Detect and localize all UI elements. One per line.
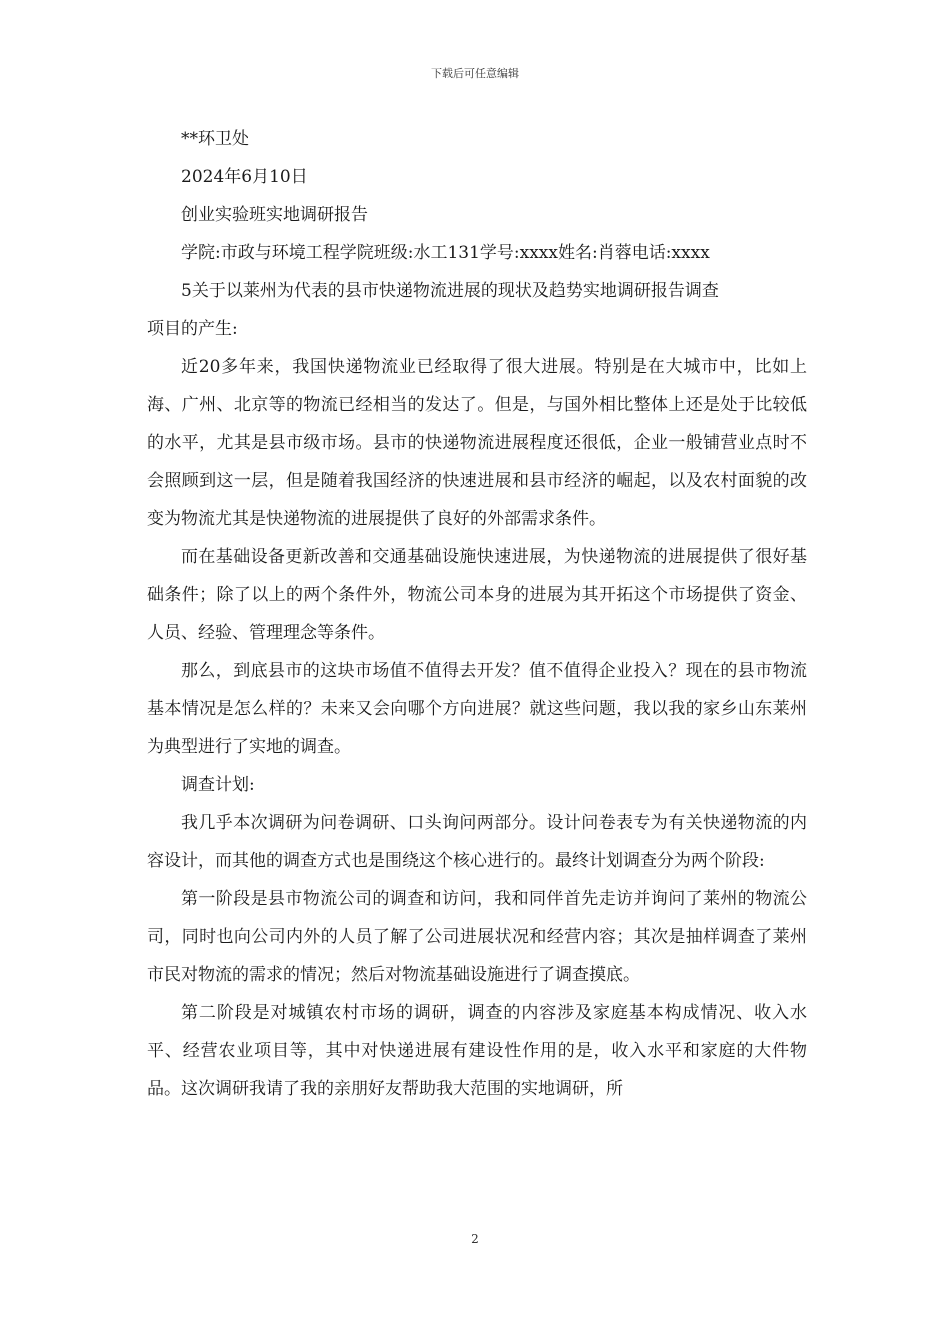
page-header-note: 下载后可任意编辑 (431, 67, 519, 80)
document-body (147, 120, 807, 1108)
topic-line-1: 5关于以莱州为代表的县市快递物流进展的现状及趋势实地调研报告调查 (181, 281, 719, 301)
body-paragraph-3: 那么，到底县市的这块市场值不值得去开发？值不值得企业投入？现在的县市物流基本情况是怎么样的？未来又会向哪个方向进展？就这些问题，我以我的家乡山东莱州为典型进行了实地的调查。 (147, 661, 807, 757)
plan-heading: 调查计划: (181, 775, 255, 795)
student-info: 学院:市政与环境工程学院班级:水工131学号:xxxx姓名:肖蓉电话:xxxx (181, 243, 710, 263)
plan-paragraph-1: 我几乎本次调研为问卷调研、口头询问两部分。设计问卷表专为有关快递物流的内容设计，而其他的调查方式也是围绕这个核心进行的。最终计划调查分为两个阶段: (147, 813, 807, 871)
topic-line-2: 项目的产生: (147, 319, 238, 339)
plan-paragraph-2: 第一阶段是县市物流公司的调查和访问，我和同伴首先走访并询问了莱州的物流公司，同时也向公司内外的人员了解了公司进展状况和经营内容；其次是抽样调查了莱州市民对物流的需求的情况；然后对物流基础设施进行了调查摸底。 (147, 889, 807, 985)
plan-paragraph-3: 第二阶段是对城镇农村市场的调研，调查的内容涉及家庭基本构成情况、收入水平、经营农业项目等，其中对快递进展有建设性作用的是，收入水平和家庭的大件物品。这次调研我请了我的亲朋好友帮助我大范围的实地调研，所 (147, 1003, 807, 1099)
closing-date: 2024年6月10日 (181, 167, 308, 187)
body-paragraph-2: 而在基础设备更新改善和交通基础设施快速进展，为快递物流的进展提供了很好基础条件；除了以上的两个条件外，物流公司本身的进展为其开拓这个市场提供了资金、人员、经验、管理理念等条件。 (147, 547, 807, 643)
body-paragraph-1: 近20多年来，我国快递物流业已经取得了很大进展。特别是在大城市中，比如上海、广州、北京等的物流已经相当的发达了。但是，与国外相比整体上还是处于比较低的水平，尤其是县市级市场。县市的快递物流进展程度还很低，企业一般铺营业点时不会照顾到这一层，但是随着我国经济的快速进展和县市经济的崛起，以及农村面貌的改变为物流尤其是快递物流的进展提供了良好的外部需求条件。 (147, 357, 807, 529)
report-title: 创业实验班实地调研报告 (181, 205, 368, 225)
page-number: 2 (471, 1232, 479, 1246)
closing-organization: **环卫处 (181, 129, 249, 149)
